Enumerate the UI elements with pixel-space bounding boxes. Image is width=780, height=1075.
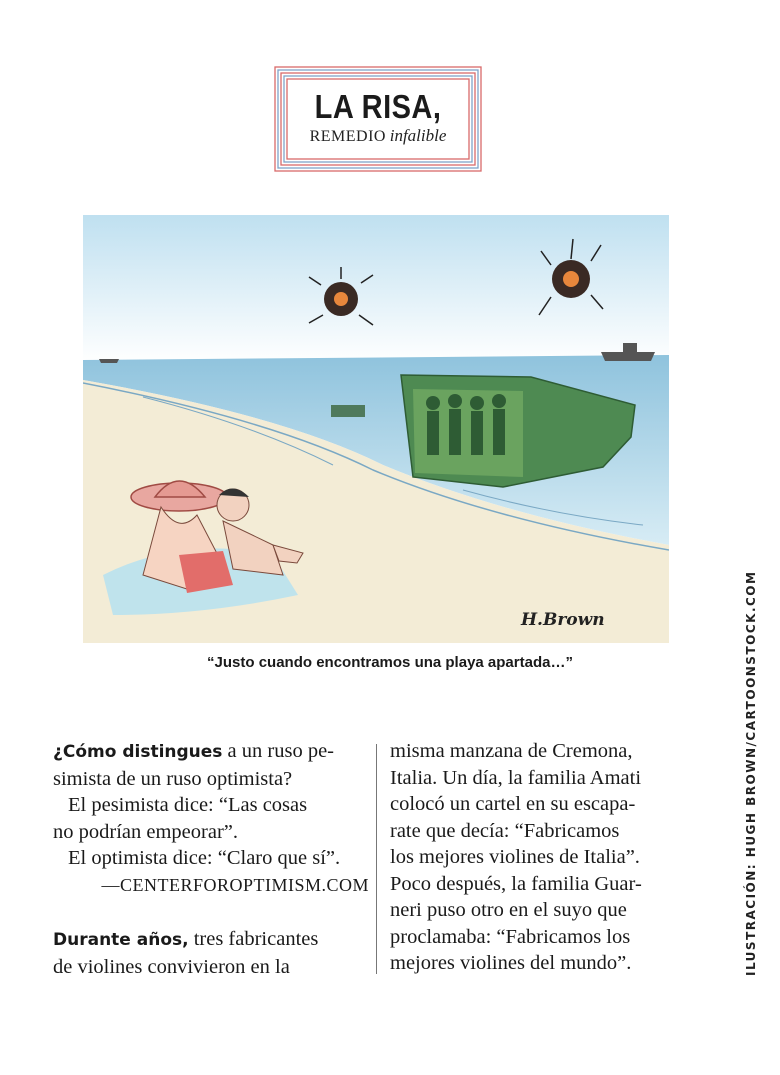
header-subtitle-caps: REMEDIO xyxy=(309,128,386,145)
header-title: LA RISA, xyxy=(314,88,442,125)
joke2-cont-line: Poco después, la familia Guar- xyxy=(390,872,642,895)
article-column-left xyxy=(53,738,369,980)
illustration-credit: ILUSTRACIÓN: HUGH BROWN/CARTOONSTOCK.COM xyxy=(744,570,758,976)
header-subtitle-italic: infalible xyxy=(389,126,447,145)
joke2-lead: Durante años, xyxy=(53,930,189,950)
joke2-line2: de violines convivieron en la xyxy=(53,955,290,978)
joke1-source: —CENTERFOROPTIMISM.COM xyxy=(101,874,369,895)
joke2-cont-line: proclamaba: “Fabricamos los xyxy=(390,925,631,948)
joke1-line2: simista de un ruso optimista? xyxy=(53,767,293,790)
joke1-line1 xyxy=(53,738,369,766)
cartoon-caption: “Justo cuando encontramos una playa apartada…” xyxy=(207,654,573,671)
joke2-cont-line: misma manzana de Cremona, xyxy=(390,740,633,762)
section-header xyxy=(274,66,482,172)
joke1-line1-rest: a un ruso pe- xyxy=(222,740,335,762)
joke1-line3: El pesimista dice: “Las cosas xyxy=(68,794,308,816)
cartoon-illustration xyxy=(83,215,669,643)
header-subtitle xyxy=(274,126,482,146)
joke2-line1-rest: tres fabricantes xyxy=(188,928,319,950)
joke2-line1 xyxy=(53,926,369,954)
small-landing-craft xyxy=(331,405,365,417)
joke2-cont-line: mejores violines del mundo”. xyxy=(390,952,632,974)
joke2-cont-line: neri puso otro en el suyo que xyxy=(390,899,627,921)
joke2-cont-line: rate que decía: “Fabricamos xyxy=(390,819,620,842)
joke2-cont-line: los mejores violines de Italia”. xyxy=(390,846,640,868)
joke1-lead: ¿Cómo distingues xyxy=(53,742,223,762)
joke1-line4: no podrían empeorar”. xyxy=(53,820,238,843)
distant-warship xyxy=(601,352,655,361)
distant-ship xyxy=(99,359,119,363)
artist-signature: H.Brown xyxy=(521,610,605,630)
joke1-line5: El optimista dice: “Claro que sí”. xyxy=(68,847,341,869)
joke2-cont-line: Italia. Un día, la familia Amati xyxy=(390,766,642,789)
column-divider xyxy=(376,744,377,974)
article-column-right xyxy=(390,738,686,977)
joke2-cont-line: colocó un cartel en su escapa- xyxy=(390,793,636,815)
